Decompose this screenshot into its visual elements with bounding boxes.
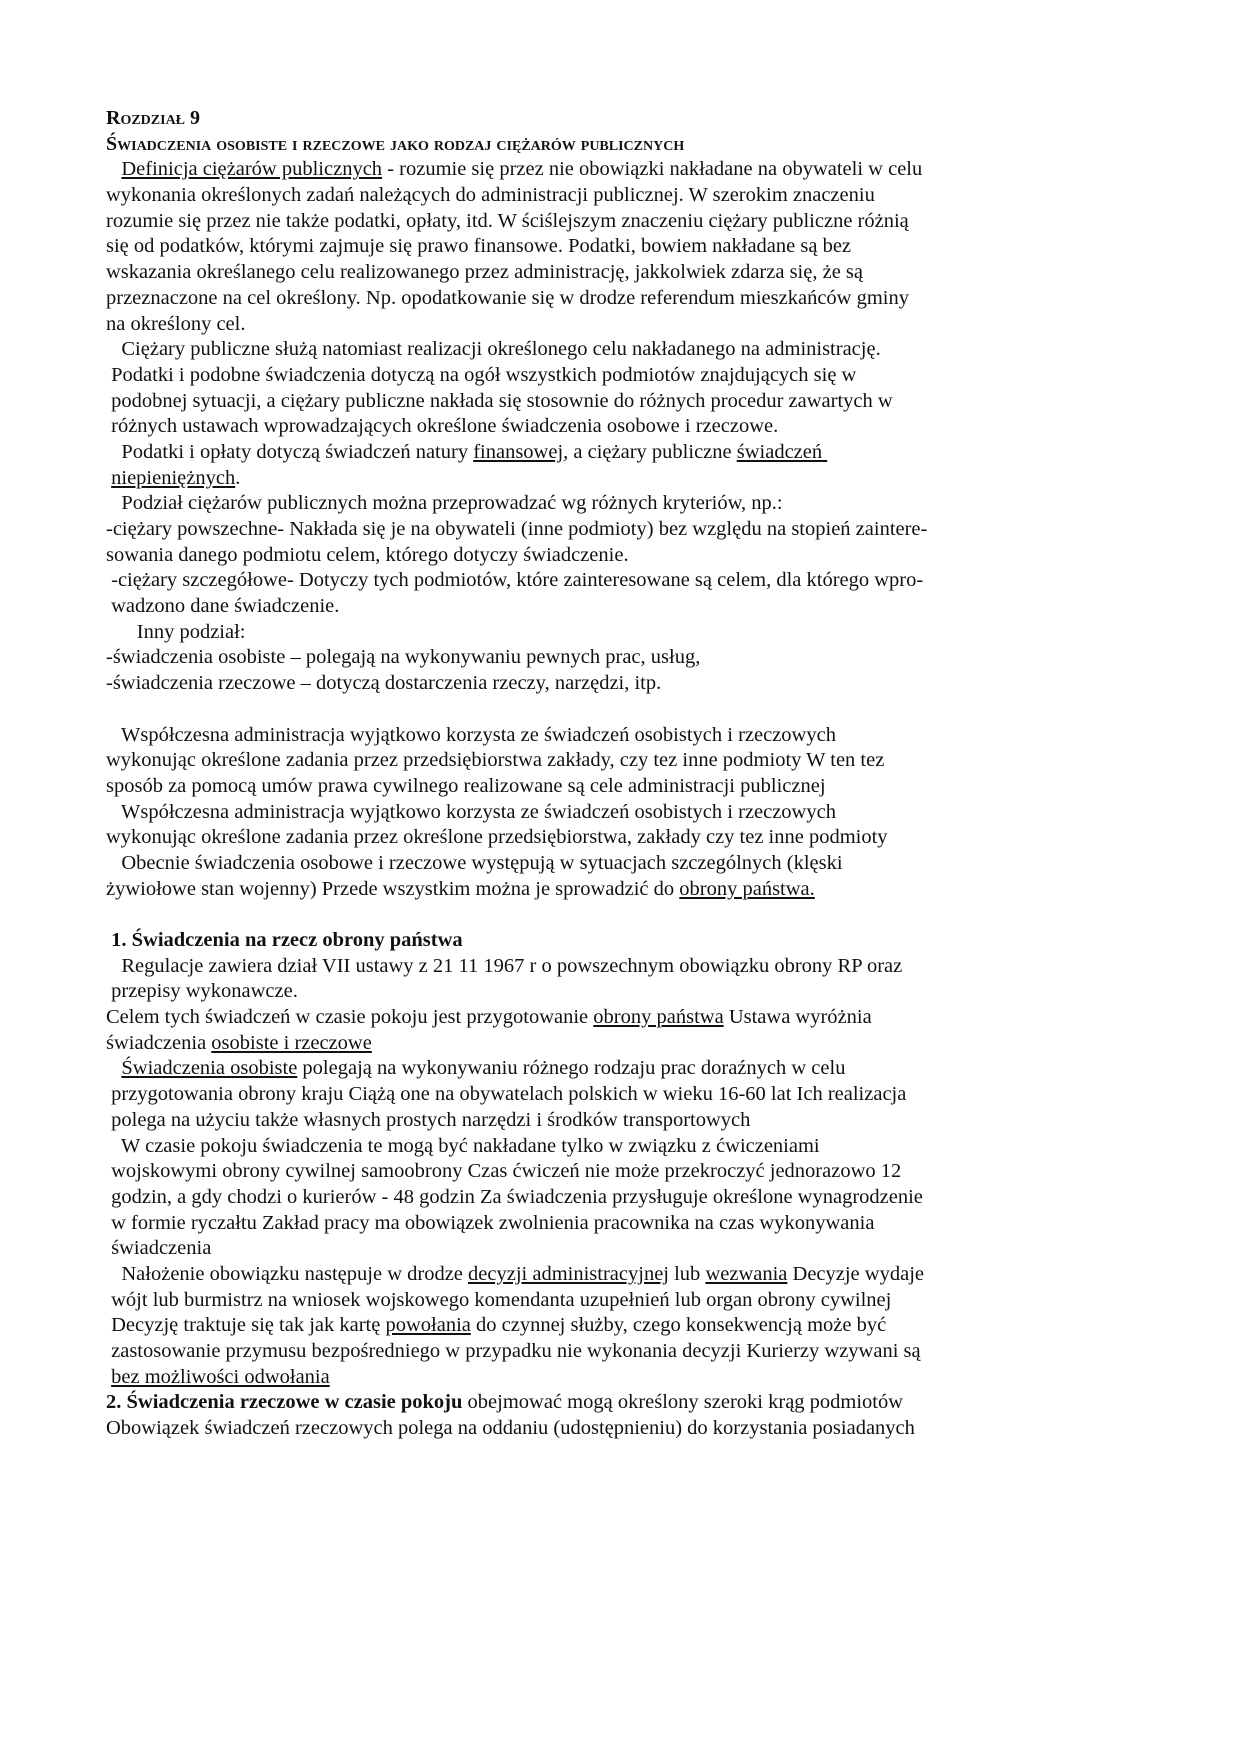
text-span: podobnej sytuacji, a ciężary publiczne nakłada się stosownie do różnych procedur zawartych w	[106, 389, 893, 412]
blank-line	[106, 697, 1126, 723]
text-line	[106, 209, 1126, 235]
text-line	[106, 671, 1126, 697]
text-span	[106, 158, 121, 180]
text-span: zastosowanie przymusu bezpośredniego w przypadku nie wykonania decyzji Kurierzy wzywani są	[106, 1340, 921, 1362]
text-line	[106, 1288, 1126, 1314]
text-line	[106, 620, 1126, 646]
text-span: przepisy wykonawcze.	[106, 980, 298, 1003]
text-span: -ciężary powszechne- Nakłada się je na obywateli (inne podmioty) bez względu na stopień zaintere-	[106, 518, 928, 540]
text-span: , a ciężary publiczne	[563, 440, 737, 463]
document-body	[106, 157, 1126, 1441]
text-span: w formie ryczałtu Zakład pracy ma obowiązek zwolnienia pracownika na czas wykonywania	[106, 1211, 875, 1234]
text-span: rozumie się przez nie także podatki, opłaty, itd. W ściślejszym znaczeniu ciężary publiczne różnią	[106, 209, 909, 232]
underlined-term: niepieniężnych	[111, 466, 236, 489]
underlined-term: wezwania	[705, 1262, 788, 1285]
text-span: Podatki i podobne świadczenia dotyczą na ogół wszystkich podmiotów znajdujących się w	[106, 363, 857, 386]
underlined-term: obrony państwa	[593, 1006, 724, 1029]
text-span: Obowiązek świadczeń rzeczowych polega na oddaniu (udostępnieniu) do korzystania posiadanych	[106, 1417, 915, 1440]
text-line	[106, 1108, 1126, 1134]
text-span: przygotowania obrony kraju Ciążą one na obywatelach polskich w wieku 16-60 lat Ich realizacja	[106, 1083, 907, 1106]
text-line	[106, 568, 1126, 594]
section-heading: 2. Świadczenia rzeczowe w czasie pokoju	[106, 1391, 463, 1414]
text-span: -świadczenia osobiste – polegają na wykonywaniu pewnych prac, usług,	[106, 646, 701, 669]
text-line	[106, 543, 1126, 569]
text-line	[106, 748, 1126, 774]
text-span: Decyzję traktuje się tak jak kartę	[106, 1314, 386, 1337]
underlined-term: świadczeń	[736, 440, 828, 463]
text-span: - rozumie się przez nie obowiązki nakładane na obywateli w celu	[382, 158, 923, 181]
text-line	[106, 517, 1126, 543]
text-span: wadzono dane świadczenie.	[106, 595, 340, 618]
text-span: Współczesna administracja wyjątkowo korzysta ze świadczeń osobistych i rzeczowych	[106, 800, 836, 823]
text-line	[106, 337, 1126, 363]
text-span: wykonując określone zadania przez określone przedsiębiorstwa, zakłady czy tez inne podmioty	[106, 826, 888, 849]
text-line	[106, 1056, 1126, 1082]
text-span: świadczenia	[106, 1031, 212, 1054]
text-span: godzin, a gdy chodzi o kurierów - 48 godzin Za świadczenia przysługuje określone wynagrodzenie	[106, 1185, 923, 1208]
chapter-title: Świadczenia osobiste i rzeczowe jako rodzaj ciężarów publicznych	[106, 132, 685, 155]
underlined-term: decyzji administracyjnej	[468, 1262, 669, 1285]
text-span: na określony cel.	[106, 312, 246, 335]
text-span: polegają na wykonywaniu różnego rodzaju prac doraźnych w celu	[297, 1057, 846, 1080]
text-line	[106, 183, 1126, 209]
text-span	[106, 1057, 121, 1079]
text-span: wykonując określone zadania przez przedsiębiorstwa zakłady, czy tez inne podmioty W ten tez	[106, 749, 885, 772]
text-line	[106, 1134, 1126, 1160]
text-line	[106, 723, 1126, 749]
text-line	[106, 466, 1126, 492]
underlined-term: finansowej	[473, 440, 564, 463]
underlined-term: bez możliwości odwołania	[111, 1365, 330, 1388]
text-line	[106, 1390, 1126, 1416]
text-span: Inny podział:	[106, 620, 246, 643]
text-span: sowania danego podmiotu celem, którego dotyczy świadczenie.	[106, 543, 629, 566]
text-span: wykonania określonych zadań należących do administracji publicznej. W szerokim znaczeniu	[106, 184, 875, 207]
text-span: żywiołowe stan wojenny) Przede wszystkim można je sprowadzić do	[106, 877, 680, 900]
text-span: .	[235, 466, 241, 489]
text-line	[106, 312, 1126, 338]
text-span: Podatki i opłaty dotyczą świadczeń natury	[106, 440, 474, 463]
text-span: polega na użyciu także własnych prostych narzędzi i środków transportowych	[106, 1108, 751, 1131]
text-span: Współczesna administracja wyjątkowo korzysta ze świadczeń osobistych i rzeczowych	[106, 723, 836, 746]
underlined-term: osobiste i rzeczowe	[211, 1031, 372, 1054]
text-line	[106, 1262, 1126, 1288]
text-line	[106, 1313, 1126, 1339]
text-span: świadczenia	[106, 1237, 212, 1260]
underlined-term: Definicja ciężarów publicznych	[121, 158, 383, 181]
text-span: Podział ciężarów publicznych można przeprowadzać wg różnych kryteriów, np.:	[106, 492, 783, 515]
chapter-heading: Rozdział 9	[106, 107, 201, 129]
text-line	[106, 954, 1126, 980]
text-line	[106, 645, 1126, 671]
text-line	[106, 877, 1126, 903]
blank-line	[106, 902, 1126, 928]
text-span: Ciężary publiczne służą natomiast realizacji określonego celu nakładanego na administrację.	[106, 338, 881, 361]
text-line	[106, 157, 1126, 183]
text-line	[106, 1416, 1126, 1442]
underlined-term: powołania	[385, 1314, 471, 1337]
text-line	[106, 800, 1126, 826]
text-line	[106, 928, 1126, 954]
text-line	[106, 234, 1126, 260]
text-line	[106, 1159, 1126, 1185]
text-span: wskazania określanego celu realizowanego przez administrację, jakkolwiek zdarza się, że są	[106, 261, 863, 284]
text-span: Decyzje wydaje	[787, 1262, 924, 1285]
text-line	[106, 825, 1126, 851]
text-line	[106, 414, 1126, 440]
document-page	[106, 106, 1126, 1442]
text-span: Nałożenie obowiązku następuje w drodze	[106, 1262, 469, 1285]
text-span: wójt lub burmistrz na wniosek wojskowego komendanta uzupełnień lub organ obrony cywilnej	[106, 1288, 892, 1311]
text-line	[106, 260, 1126, 286]
text-line	[106, 774, 1126, 800]
text-line	[106, 1236, 1126, 1262]
text-line	[106, 1339, 1126, 1365]
text-line	[106, 851, 1126, 877]
text-span: wojskowymi obrony cywilnej samoobrony Czas ćwiczeń nie może przekroczyć jednorazowo 12	[106, 1160, 902, 1183]
text-span: Obecnie świadczenia osobowe i rzeczowe występują w sytuacjach szczególnych (klęski	[106, 851, 843, 874]
text-line	[106, 1031, 1126, 1057]
text-line	[106, 1185, 1126, 1211]
text-span: się od podatków, którymi zajmuje się prawo finansowe. Podatki, bowiem nakładane są bez	[106, 235, 852, 258]
underlined-term: Świadczenia osobiste	[121, 1057, 298, 1080]
text-line	[106, 979, 1126, 1005]
text-line	[106, 1082, 1126, 1108]
text-span: przeznaczone na cel określony. Np. opodatkowanie się w drodze referendum mieszkańców gminy	[106, 286, 909, 309]
text-line	[106, 363, 1126, 389]
text-line	[106, 594, 1126, 620]
text-span: do czynnej służby, czego konsekwencją może być	[470, 1314, 887, 1337]
text-line	[106, 1211, 1126, 1237]
text-line	[106, 1365, 1126, 1391]
text-span: -ciężary szczegółowe- Dotyczy tych podmiotów, które zainteresowane są celem, dla którego wpro-	[106, 569, 924, 592]
text-span: Regulacje zawiera dział VII ustawy z 21 11 1967 r o powszechnym obowiązku obrony RP oraz	[106, 954, 903, 977]
text-span: Celem tych świadczeń w czasie pokoju jest przygotowanie	[106, 1006, 594, 1029]
text-span: obejmować mogą określony szeroki krąg podmiotów	[462, 1391, 904, 1414]
section-heading: 1. Świadczenia na rzecz obrony państwa	[106, 929, 463, 951]
text-line	[106, 389, 1126, 415]
text-line	[106, 440, 1126, 466]
text-span: Ustawa wyróżnia	[723, 1006, 872, 1029]
text-line	[106, 491, 1126, 517]
text-span: W czasie pokoju świadczenia te mogą być nakładane tylko w związku z ćwiczeniami	[106, 1134, 820, 1157]
text-span: sposób za pomocą umów prawa cywilnego realizowane są cele administracji publicznej	[106, 774, 826, 797]
text-span: lub	[668, 1262, 706, 1285]
text-span: -świadczenia rzeczowe – dotyczą dostarczenia rzeczy, narzędzi, itp.	[106, 672, 662, 695]
text-span: różnych ustawach wprowadzających określone świadczenia osobowe i rzeczowe.	[106, 415, 779, 438]
text-line	[106, 1005, 1126, 1031]
text-line	[106, 286, 1126, 312]
underlined-term: obrony państwa.	[679, 877, 815, 900]
